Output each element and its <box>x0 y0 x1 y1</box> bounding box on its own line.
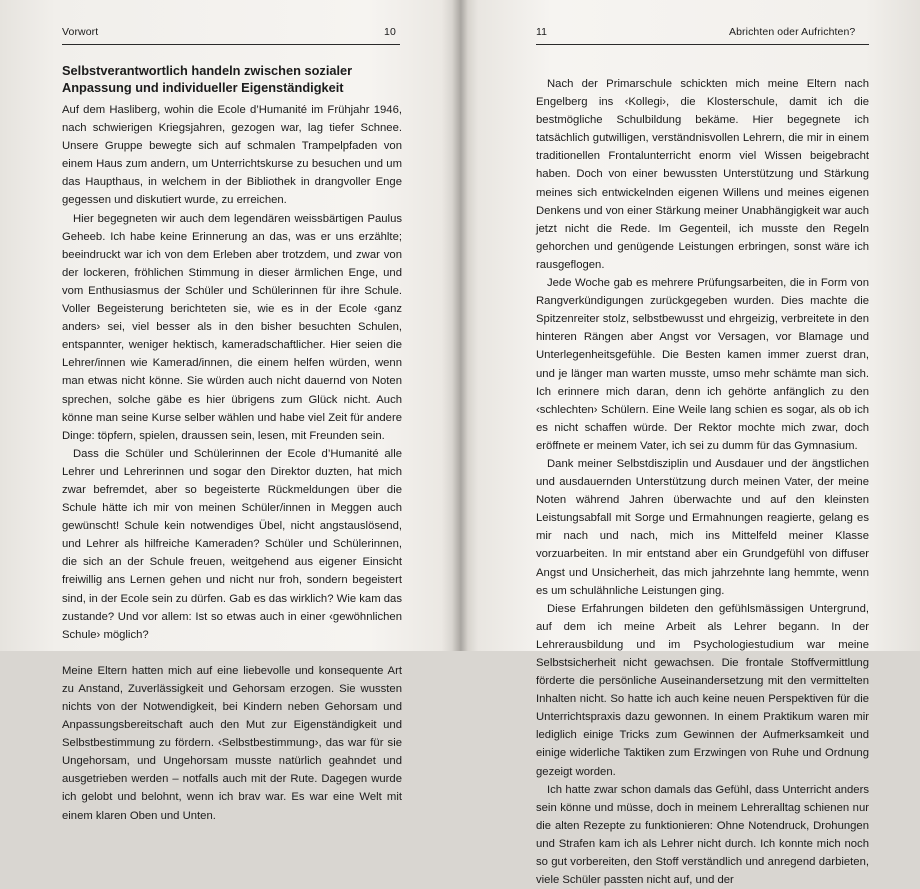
body-text <box>62 101 402 825</box>
right-page <box>460 0 920 887</box>
section-heading: Selbstverantwortlich handeln zwischen sozialer Anpassung und individueller Eigenständigkeit <box>62 63 353 95</box>
header-rule <box>62 44 400 45</box>
header-rule <box>536 44 869 45</box>
paragraph: Dass die Schüler und Schülerinnen der Ecole d’Humanité alle Lehrer und Lehrerinnen und sogar den Direktor duzten, hat mich zwar befremdet, aber so begeisterte Rückmeldungen über die Schule hätte ich mir von meinen Schüler/innen in Meggen auch gewünscht! Schule kein notwendiges Übel, nicht angstauslösend, und Lehrer als hilfreiche Kameraden? Schüler und Schülerinnen, die sich an der Schule freuen, weitgehend aus eigener Einsicht freiwillig ans Lernen gehen und nicht nur froh, sondern begeistert sind, in der Ecole sein zu dürfen. Gab es das wirklich? Wie kam das zustande? Und vor allem: Ist so etwas auch in einer ‹gewöhnlichen Schule› möglich? <box>62 447 402 641</box>
paragraph: Ich hatte zwar schon damals das Gefühl, dass Unterricht anders sein könne und müsse, doch in meinem Lehreralltag schienen nur die alten Rezepte zu funktionieren: Ohne Notendruck, Drohungen und Strafen kam ich als Lehrer nicht durch. Ich konnte mich noch so gut vorbereiten, den Stoff verständlich und anregend darbieten, viele Schüler passten nicht auf, und der <box>536 783 869 887</box>
running-title: Abrichten oder Aufrichten? <box>729 26 856 38</box>
body-text <box>536 75 869 889</box>
paragraph: Meine Eltern hatten mich auf eine liebevolle und konsequente Art zu Anstand, Zuverlässigkeit und Gehorsam erzogen. Sie wussten nichts von der Notwendigkeit, bei Kindern neben Gehorsam und Anpassungsbereitschaft auch den Mut zur Eigenständigkeit und Selbstbestimmung zu fördern. ‹Selbstbestimmung›, das war für sie Ungehorsam, und Ungehorsam musste natürlich geahndet und ausgetrieben werden – notfalls auch mit der Rute. Dagegen wurde ich gelobt und belohnt, wenn ich brav war. Es war eine Welt mit einem klaren Oben und Unten. <box>62 664 402 822</box>
paragraph: Nach der Primarschule schickten mich meine Eltern nach Engelberg ins ‹Kollegi›, die Klosterschule, damit ich die bestmögliche Schulbildung bekäme. Hier begegnete ich tatsächlich gutwilligen, verständnisvollen Lehrern, die mir in einem traditionellen Frontalunterricht enorm viel Wissen beigebracht haben. Doch von einer bewussten Unterstützung und Stärkung meines sich entwickelnden eigenen Willens und meines eigenen Denkens und von einer Stärkung meiner Unabhängigkeit war auch jetzt nicht die Rede. Im Gegenteil, ich musste den Regeln gehorchen und genügende Leistungen erbringen, sonst wäre ich rausgeflogen. <box>536 78 869 271</box>
paragraph: Diese Erfahrungen bildeten den gefühlsmässigen Untergrund, auf dem ich meine Arbeit als Lehrer begann. In der Lehrerausbildung und im Psychologiestudium war meine Selbstsicherheit nicht gewachsen. Die frontale Stoffvermittlung förderte die persönliche Auseinandersetzung mit den vermittelten Inhalten nicht. So hatte ich auch keine neuen Perspektiven für die Unterrichtspraxis dazu gewonnen. In einem Praktikum waren mir lediglich einige Tricks zum Gewinnen der Aufmerksamkeit und einige widerliche Taktiken zum Erzwingen von Ruhe und Ordnung gezeigt worden. <box>536 602 869 778</box>
paragraph: Dank meiner Selbstdisziplin und Ausdauer und der ängstlichen und ausdauernden Unterstützung durch meinen Vater, der meine Noten während Jahren überwachte und auf den kleinsten Leistungsabfall mit Sorge und Ermahnungen reagierte, gelang es mir nach und nach, mich ins Mittelfeld meiner Klasse vorzuarbeiten. In mir entstand aber ein Grundgefühl von diffuser Angst und Unsicherheit, das mich jahrzehnte lang hemmte, wenn es um schulähnliche Leistungen ging. <box>536 457 869 597</box>
paragraph: Jede Woche gab es mehrere Prüfungsarbeiten, die in Form von Rangverkündigungen zurückgegeben wurden. Dies machte die Spitzenreiter stolz, selbstbewusst und ehrgeizig, verbreitete in den hinteren Rängen aber Angst vor Versagen, vor Blamage und Unterlegenheitsgefühle. Die Besten kamen immer zuerst dran, und je länger man warten musste, umso mehr schämte man sich. Ich erinnere mich daran, denn ich gehörte anfänglich zu den ‹schlechten› Schülern. Eine Weile lang schien es sogar, als ob ich es nicht schaffen würde. Der Rektor mochte mich zwar, doch eröffnete er meinem Vater, ich sei zu dumm für das Gymnasium. <box>536 277 869 452</box>
running-title: Vorwort <box>62 26 99 38</box>
paragraph: Hier begegneten wir auch dem legendären weissbärtigen Paulus Geheeb. Ich habe keine Erinnerung an das, was er uns erzählte; beeindruckt war ich von dem Erleben aber trotzdem, und zwar von der lockeren, fröhlichen Stimmung in dieser ärmlichen Enge, und vom Enthusiasmus der Schüler und Schülerinnen für ihre Schule. Voller Begeisterung berichteten sie, wie es in der Ecole ‹ganz anders› sei, viel besser als in den bisher besuchten Schulen, entspannter, weniger hektisch, kameradschaftlicher. Hier seien die Lehrer/innen wie Kamerad/innen, die einem helfen würden, wenn man etwas nicht könne. Sie würden auch nicht dauernd von Noten sprechen, solche gäbe es hier übrigens zum Glück nicht. Auch könne man seine Kurse selber wählen und habe viel Zeit für andere Dinge: töpfern, spielen, draussen sein, lesen, mit Freunden sein. <box>62 212 402 442</box>
left-page <box>0 0 460 822</box>
page-number: 11 <box>536 26 548 38</box>
paragraph: Auf dem Hasliberg, wohin die Ecole d’Humanité im Frühjahr 1946, nach schwierigen Kriegsjahren, gezogen war, lag tiefer Schnee. Unsere Gruppe bewegte sich auf schmalen Trampelpfaden von einem Haus zum andern, um Unterrichtskurse zu besuchen und um das Haupthaus, in welchem in der Bibliothek in drangvoller Enge gegessen und diskutiert wurde, zu erreichen. <box>62 104 402 207</box>
page-number: 10 <box>384 26 396 38</box>
